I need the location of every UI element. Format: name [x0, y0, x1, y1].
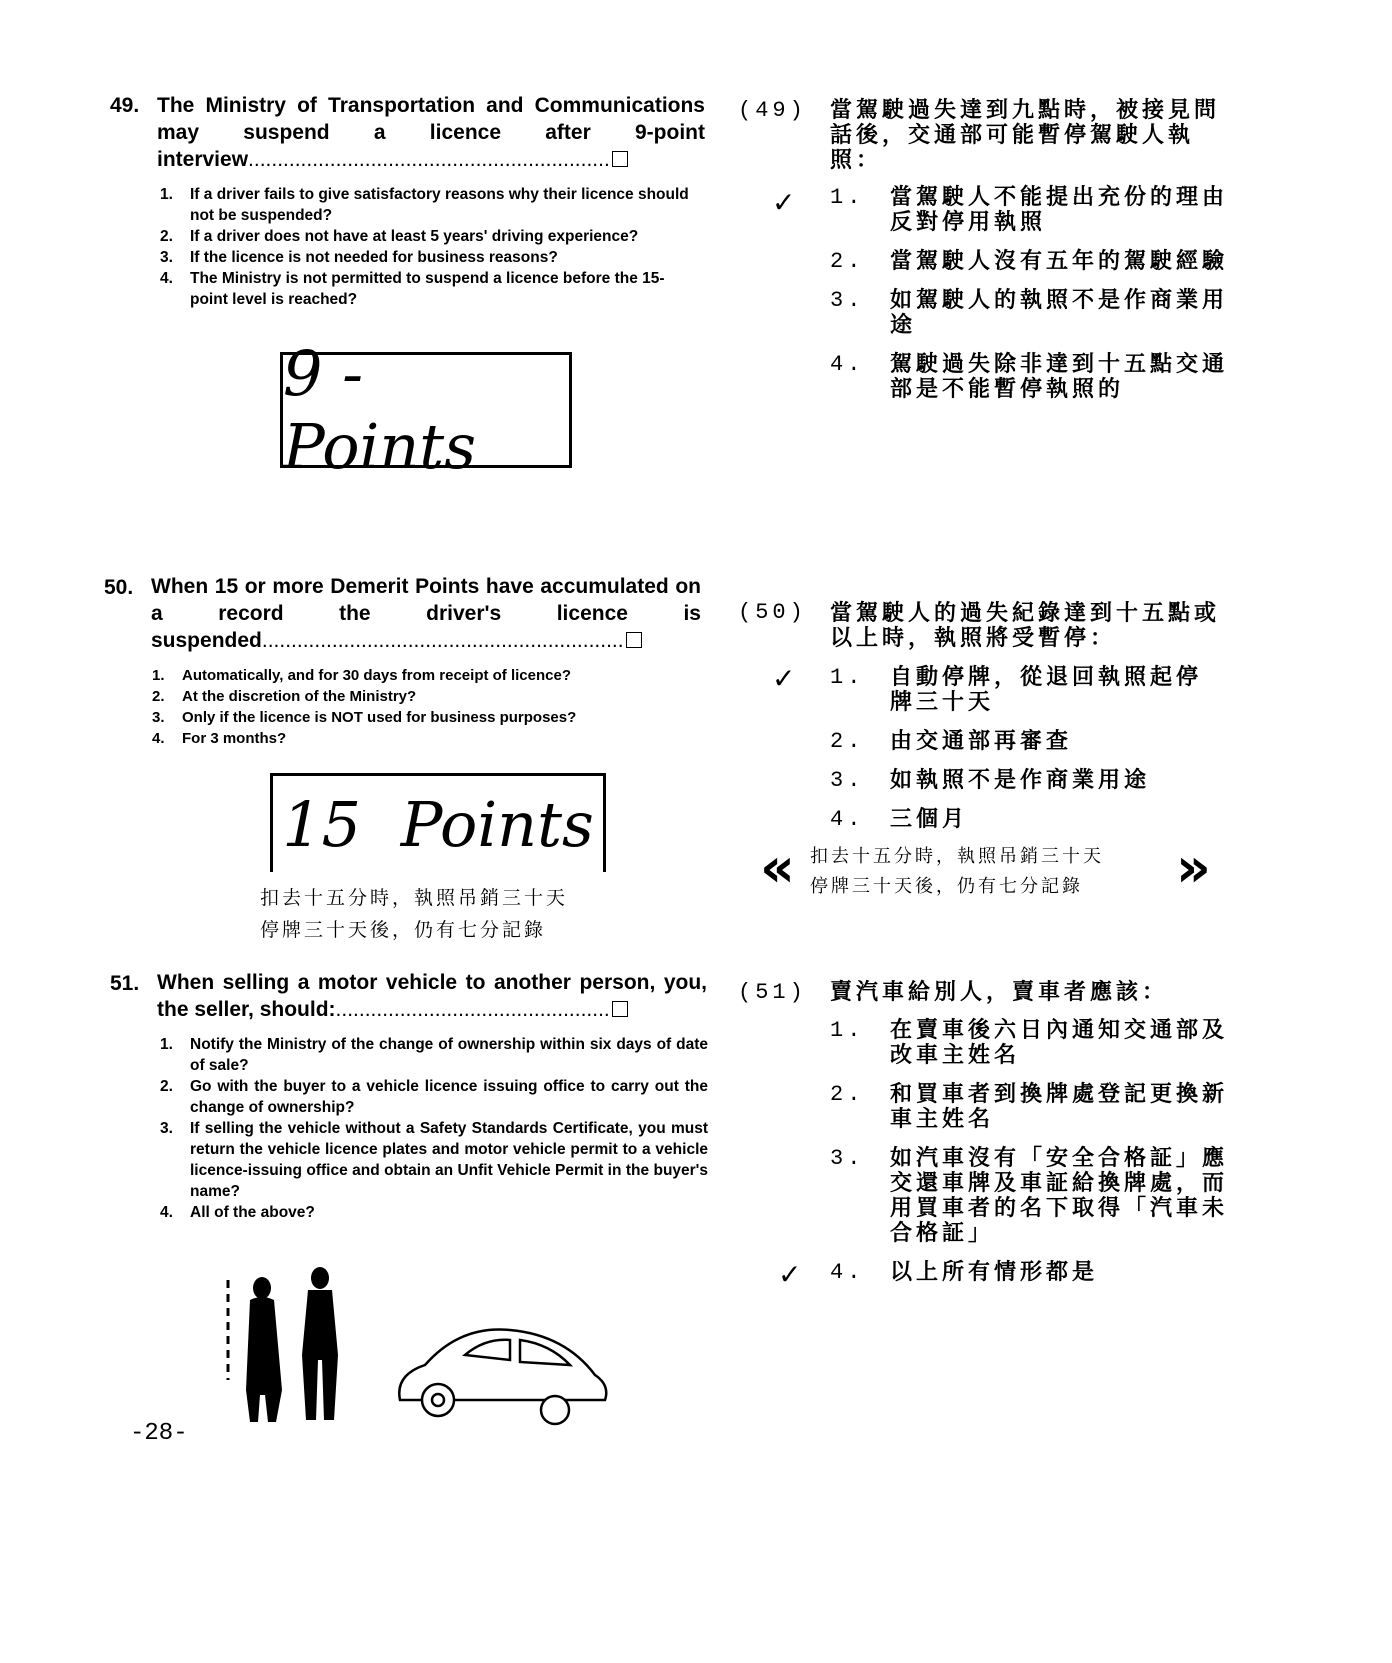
option-2 [152, 686, 712, 707]
option-number: 4. [830, 807, 865, 832]
option-text: 和買車者到換牌處登記更換新車主姓名 [890, 1082, 1229, 1132]
option-3 [152, 707, 712, 728]
right-chevron-icon: » [1176, 836, 1211, 899]
option-text: 當駕駛人沒有五年的駕駛經驗 [890, 249, 1229, 274]
people-and-car-illustration [210, 1260, 620, 1435]
option-3 [160, 247, 698, 268]
zh-option-3 [830, 288, 1230, 338]
zh-question-51-number: (51) [738, 980, 807, 1005]
option-4 [160, 268, 698, 310]
option-number: 3. [830, 1146, 865, 1171]
option-number: 2. [830, 1082, 865, 1107]
person-silhouette-left [228, 1277, 282, 1422]
option-text: If a driver fails to give satisfactory reasons why their licence should not be suspended? [190, 186, 689, 224]
option-text: 由交通部再審查 [890, 729, 1073, 754]
option-text: Only if the licence is NOT used for business purposes? [182, 709, 577, 726]
option-number: 3. [160, 249, 173, 266]
15-points-sign: 15 Points [270, 773, 606, 872]
zh-question-51-options [830, 1018, 1230, 1299]
zh-question-51-text: 賣汽車給別人，賣車者應該： [830, 980, 1169, 1005]
option-text: 駕駛過失除非達到十五點交通部是不能暫停執照的 [890, 352, 1229, 402]
question-text: When 15 or more Demerit Points have accumulated on a record the driver's licence is suspended [151, 575, 701, 652]
zh-question-49-options [830, 185, 1230, 416]
zh-option-1 [830, 1018, 1230, 1068]
option-number: 2. [152, 688, 165, 705]
option-text: If a driver does not have at least 5 years' driving experience? [190, 228, 639, 245]
option-number: 1. [160, 186, 173, 203]
checkmark-icon: ✓ [778, 1258, 802, 1291]
option-3 [160, 1118, 708, 1202]
option-2 [160, 1076, 708, 1118]
zh-option-1 [830, 185, 1230, 235]
option-number: 3. [160, 1120, 173, 1137]
option-1 [152, 665, 712, 686]
question-text: When selling a motor vehicle to another person, you, the seller, should: [157, 971, 707, 1021]
zh-option-2 [830, 1082, 1230, 1132]
option-number: 1. [830, 185, 865, 210]
option-text: All of the above? [190, 1204, 315, 1221]
option-number: 4. [152, 730, 165, 747]
zh-option-1 [830, 665, 1230, 715]
option-1 [160, 184, 698, 226]
zh-question-50-number: (50) [738, 600, 807, 625]
car-icon [399, 1329, 606, 1424]
zh-option-3 [830, 768, 1230, 793]
option-4 [152, 728, 712, 749]
option-text: The Ministry is not permitted to suspend a licence before the 15-point level is reached? [190, 270, 665, 308]
option-number: 1. [152, 667, 165, 684]
dot-leader: ............................................... [335, 998, 610, 1021]
sign-note-1: 扣去十五分時，執照吊銷三十天 [260, 887, 569, 909]
option-number: 2. [830, 249, 865, 274]
option-text: 自動停牌，從退回執照起停牌三十天 [890, 665, 1203, 715]
option-number: 1. [830, 1018, 865, 1043]
question-51-number: 51. [110, 972, 140, 995]
option-text: 如執照不是作商業用途 [890, 768, 1151, 793]
option-text: 如駕駛人的執照不是作商業用途 [890, 288, 1229, 338]
option-number: 3. [152, 709, 165, 726]
option-text: Notify the Ministry of the change of ownership within six days of date of sale? [190, 1036, 708, 1074]
question-text: The Ministry of Transportation and Communications may suspend a licence after 9-point interview [157, 94, 705, 171]
question-50-number: 50. [104, 576, 134, 599]
option-1 [160, 1034, 708, 1076]
question-51-text [157, 969, 707, 1023]
question-49-options [160, 184, 698, 310]
option-number: 4. [830, 1260, 865, 1285]
page-number: -28- [130, 1420, 188, 1447]
question-49-number: 49. [110, 94, 140, 117]
zh-option-4 [830, 1260, 1230, 1285]
option-text: For 3 months? [182, 730, 287, 747]
answer-checkbox[interactable] [626, 632, 642, 648]
zh-question-49-text: 當駕駛過失達到九點時，被接見問話後，交通部可能暫停駕駛人執照： [830, 98, 1221, 173]
option-text: If the licence is not needed for business reasons? [190, 249, 558, 266]
person-silhouette-right [302, 1267, 338, 1420]
question-51-options [160, 1034, 708, 1223]
option-4 [160, 1202, 708, 1223]
option-text: At the discretion of the Ministry? [182, 688, 417, 705]
option-number: 2. [160, 228, 173, 245]
option-text: Automatically, and for 30 days from receipt of licence? [182, 667, 571, 684]
option-2 [160, 226, 698, 247]
option-text: Go with the buyer to a vehicle licence issuing office to carry out the change of ownership? [190, 1078, 708, 1116]
checkmark-icon: ✓ [772, 662, 796, 695]
option-text: 在賣車後六日內通知交通部及改車主姓名 [890, 1018, 1229, 1068]
answer-checkbox[interactable] [612, 151, 628, 167]
option-number: 1. [830, 665, 865, 690]
answer-checkbox[interactable] [612, 1001, 628, 1017]
checkmark-icon: ✓ [772, 186, 796, 219]
question-49-text [157, 92, 705, 173]
option-number: 2. [830, 729, 865, 754]
option-number: 4. [830, 352, 865, 377]
option-text: 以上所有情形都是 [890, 1260, 1099, 1285]
option-text: If selling the vehicle without a Safety Standards Certificate, you must return the vehicle licence plates and motor vehicle permit to a vehicle licence-issuing office and obtain an Unfit Vehicle Permit in the buyer's name? [190, 1120, 708, 1200]
zh-note-1: 扣去十五分時，執照吊銷三十天 [810, 846, 1104, 867]
zh-question-50-text: 當駕駛人的過失紀錄達到十五點或以上時，執照將受暫停： [830, 601, 1221, 651]
dot-leader: .............................................................. [248, 148, 610, 171]
zh-option-4 [830, 807, 1230, 832]
zh-question-50-options [830, 665, 1230, 846]
option-number: 4. [160, 270, 173, 287]
question-50-text [151, 573, 701, 654]
zh-option-2 [830, 729, 1230, 754]
option-text: 三個月 [890, 807, 969, 832]
left-chevron-icon: « [760, 836, 795, 899]
9-points-sign: 9 - Points [280, 352, 572, 468]
option-number: 2. [160, 1078, 173, 1095]
option-number: 1. [160, 1036, 173, 1053]
option-number: 3. [830, 768, 865, 793]
question-50-options [152, 665, 712, 749]
sign-note-2: 停牌三十天後，仍有七分記錄 [260, 919, 547, 941]
option-number: 4. [160, 1204, 173, 1221]
zh-option-4 [830, 352, 1230, 402]
zh-option-3 [830, 1146, 1230, 1246]
zh-question-49-number: (49) [738, 98, 807, 123]
option-number: 3. [830, 288, 865, 313]
dot-leader: .............................................................. [261, 629, 624, 652]
option-text: 如汽車沒有「安全合格証」應交還車牌及車証給換牌處，而用買車者的名下取得「汽車未合格証」 [890, 1146, 1229, 1246]
option-text: 當駕駛人不能提出充份的理由反對停用執照 [890, 185, 1229, 235]
zh-option-2 [830, 249, 1230, 274]
zh-note-2: 停牌三十天後，仍有七分記錄 [810, 876, 1083, 897]
